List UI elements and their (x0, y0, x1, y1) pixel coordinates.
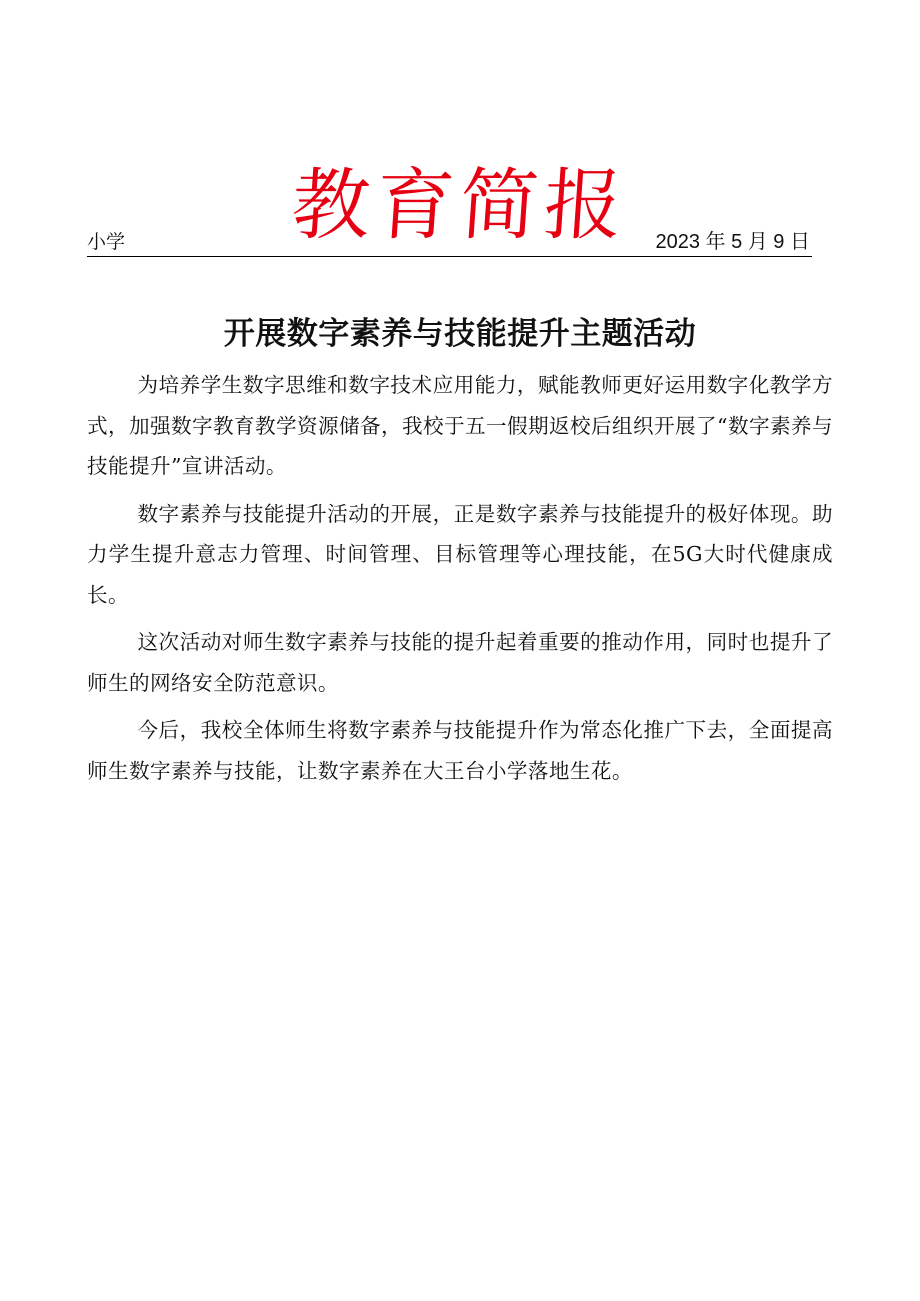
newsletter-masthead: 教育简报 (288, 161, 632, 252)
article-body (87, 365, 833, 798)
issue-info-line (87, 228, 812, 257)
article-title: 开展数字素养与技能提升主题活动 (223, 315, 697, 352)
school-name: 小学 (87, 231, 126, 253)
article-paragraph: 这次活动对师生数字素养与技能的提升起着重要的推动作用，同时也提升了师生的网络安全防范意识。 (87, 630, 833, 695)
article-paragraph: 今后，我校全体师生将数字素养与技能提升作为常态化推广下去，全面提高师生数字素养与技能，让数字素养在大王台小学落地生花。 (87, 718, 833, 783)
article-paragraph: 数字素养与技能提升活动的开展，正是数字素养与技能提升的极好体现。助力学生提升意志力管理、时间管理、目标管理等心理技能，在5G大时代健康成长。 (87, 501, 833, 607)
issue-date: 2023 年 5 月 9 日 (655, 231, 810, 253)
article-paragraph: 为培养学生数字思维和数字技术应用能力，赋能教师更好运用数字化教学方式，加强数字教育教学资源储备，我校于五一假期返校后组织开展了“数字素养与技能提升”宣讲活动。 (87, 373, 833, 478)
